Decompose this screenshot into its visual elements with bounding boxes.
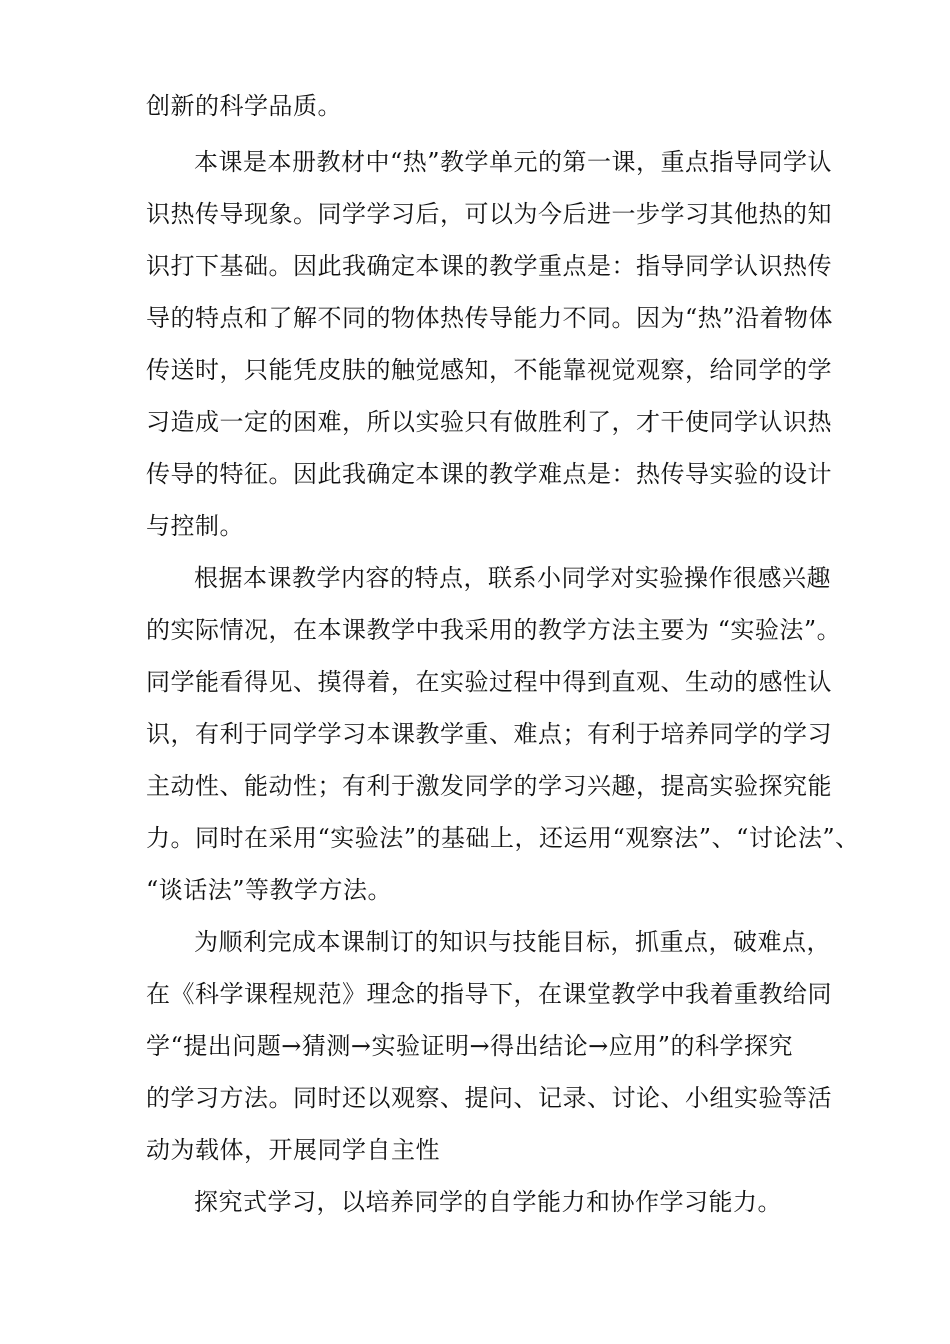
text-line: 本课是本册教材中“热”教学单元的第一课，重点指导同学认 (194, 148, 833, 176)
text-line: 探究式学习，以培养同学的自学能力和协作学习能力。 (194, 1188, 782, 1216)
text-line: 为顺利完成本课制订的知识与技能目标，抓重点，破难点， (194, 928, 831, 956)
text-line: 的学习方法。同时还以观察、提问、记录、讨论、小组实验等活 (146, 1084, 832, 1112)
text-line: 的实际情况，在本课教学中我采用的教学方法主要为 “实验法”。 (146, 616, 842, 644)
text-line: 导的特点和了解不同的物体热传导能力不同。因为“热”沿着物体 (146, 304, 834, 332)
text-line: 在《科学课程规范》理念的指导下，在课堂教学中我着重教给同 (146, 980, 832, 1008)
text-line: 习造成一定的困难，所以实验只有做胜利了，才干使同学认识热 (146, 408, 832, 436)
text-line: 传导的特征。因此我确定本课的教学难点是：热传导实验的设计 (146, 460, 832, 488)
text-line: 力。同时在采用“实验法”的基础上，还运用“观察法”、“讨论法”、 (146, 824, 860, 852)
text-line: 传送时，只能凭皮肤的触觉感知，不能靠视觉观察，给同学的学 (146, 356, 832, 384)
text-line: 创新的科学品质。 (146, 92, 342, 120)
text-line: 主动性、能动性；有利于激发同学的学习兴趣，提高实验探究能 (146, 772, 832, 800)
text-line: 学“提出问题→猜测→实验证明→得出结论→应用”的科学探究 (146, 1032, 793, 1060)
text-line: 根据本课教学内容的特点，联系小同学对实验操作很感兴趣 (194, 564, 831, 592)
text-line: “谈话法”等教学方法。 (146, 876, 393, 904)
text-line: 识，有利于同学学习本课教学重、难点；有利于培养同学的学习 (146, 720, 832, 748)
text-line: 与控制。 (146, 512, 244, 540)
text-line: 识打下基础。因此我确定本课的教学重点是：指导同学认识热传 (146, 252, 832, 280)
text-line: 动为载体，开展同学自主性 (146, 1136, 440, 1164)
text-line: 识热传导现象。同学学习后，可以为今后进一步学习其他热的知 (146, 200, 832, 228)
text-line: 同学能看得见、摸得着，在实验过程中得到直观、生动的感性认 (146, 668, 832, 696)
